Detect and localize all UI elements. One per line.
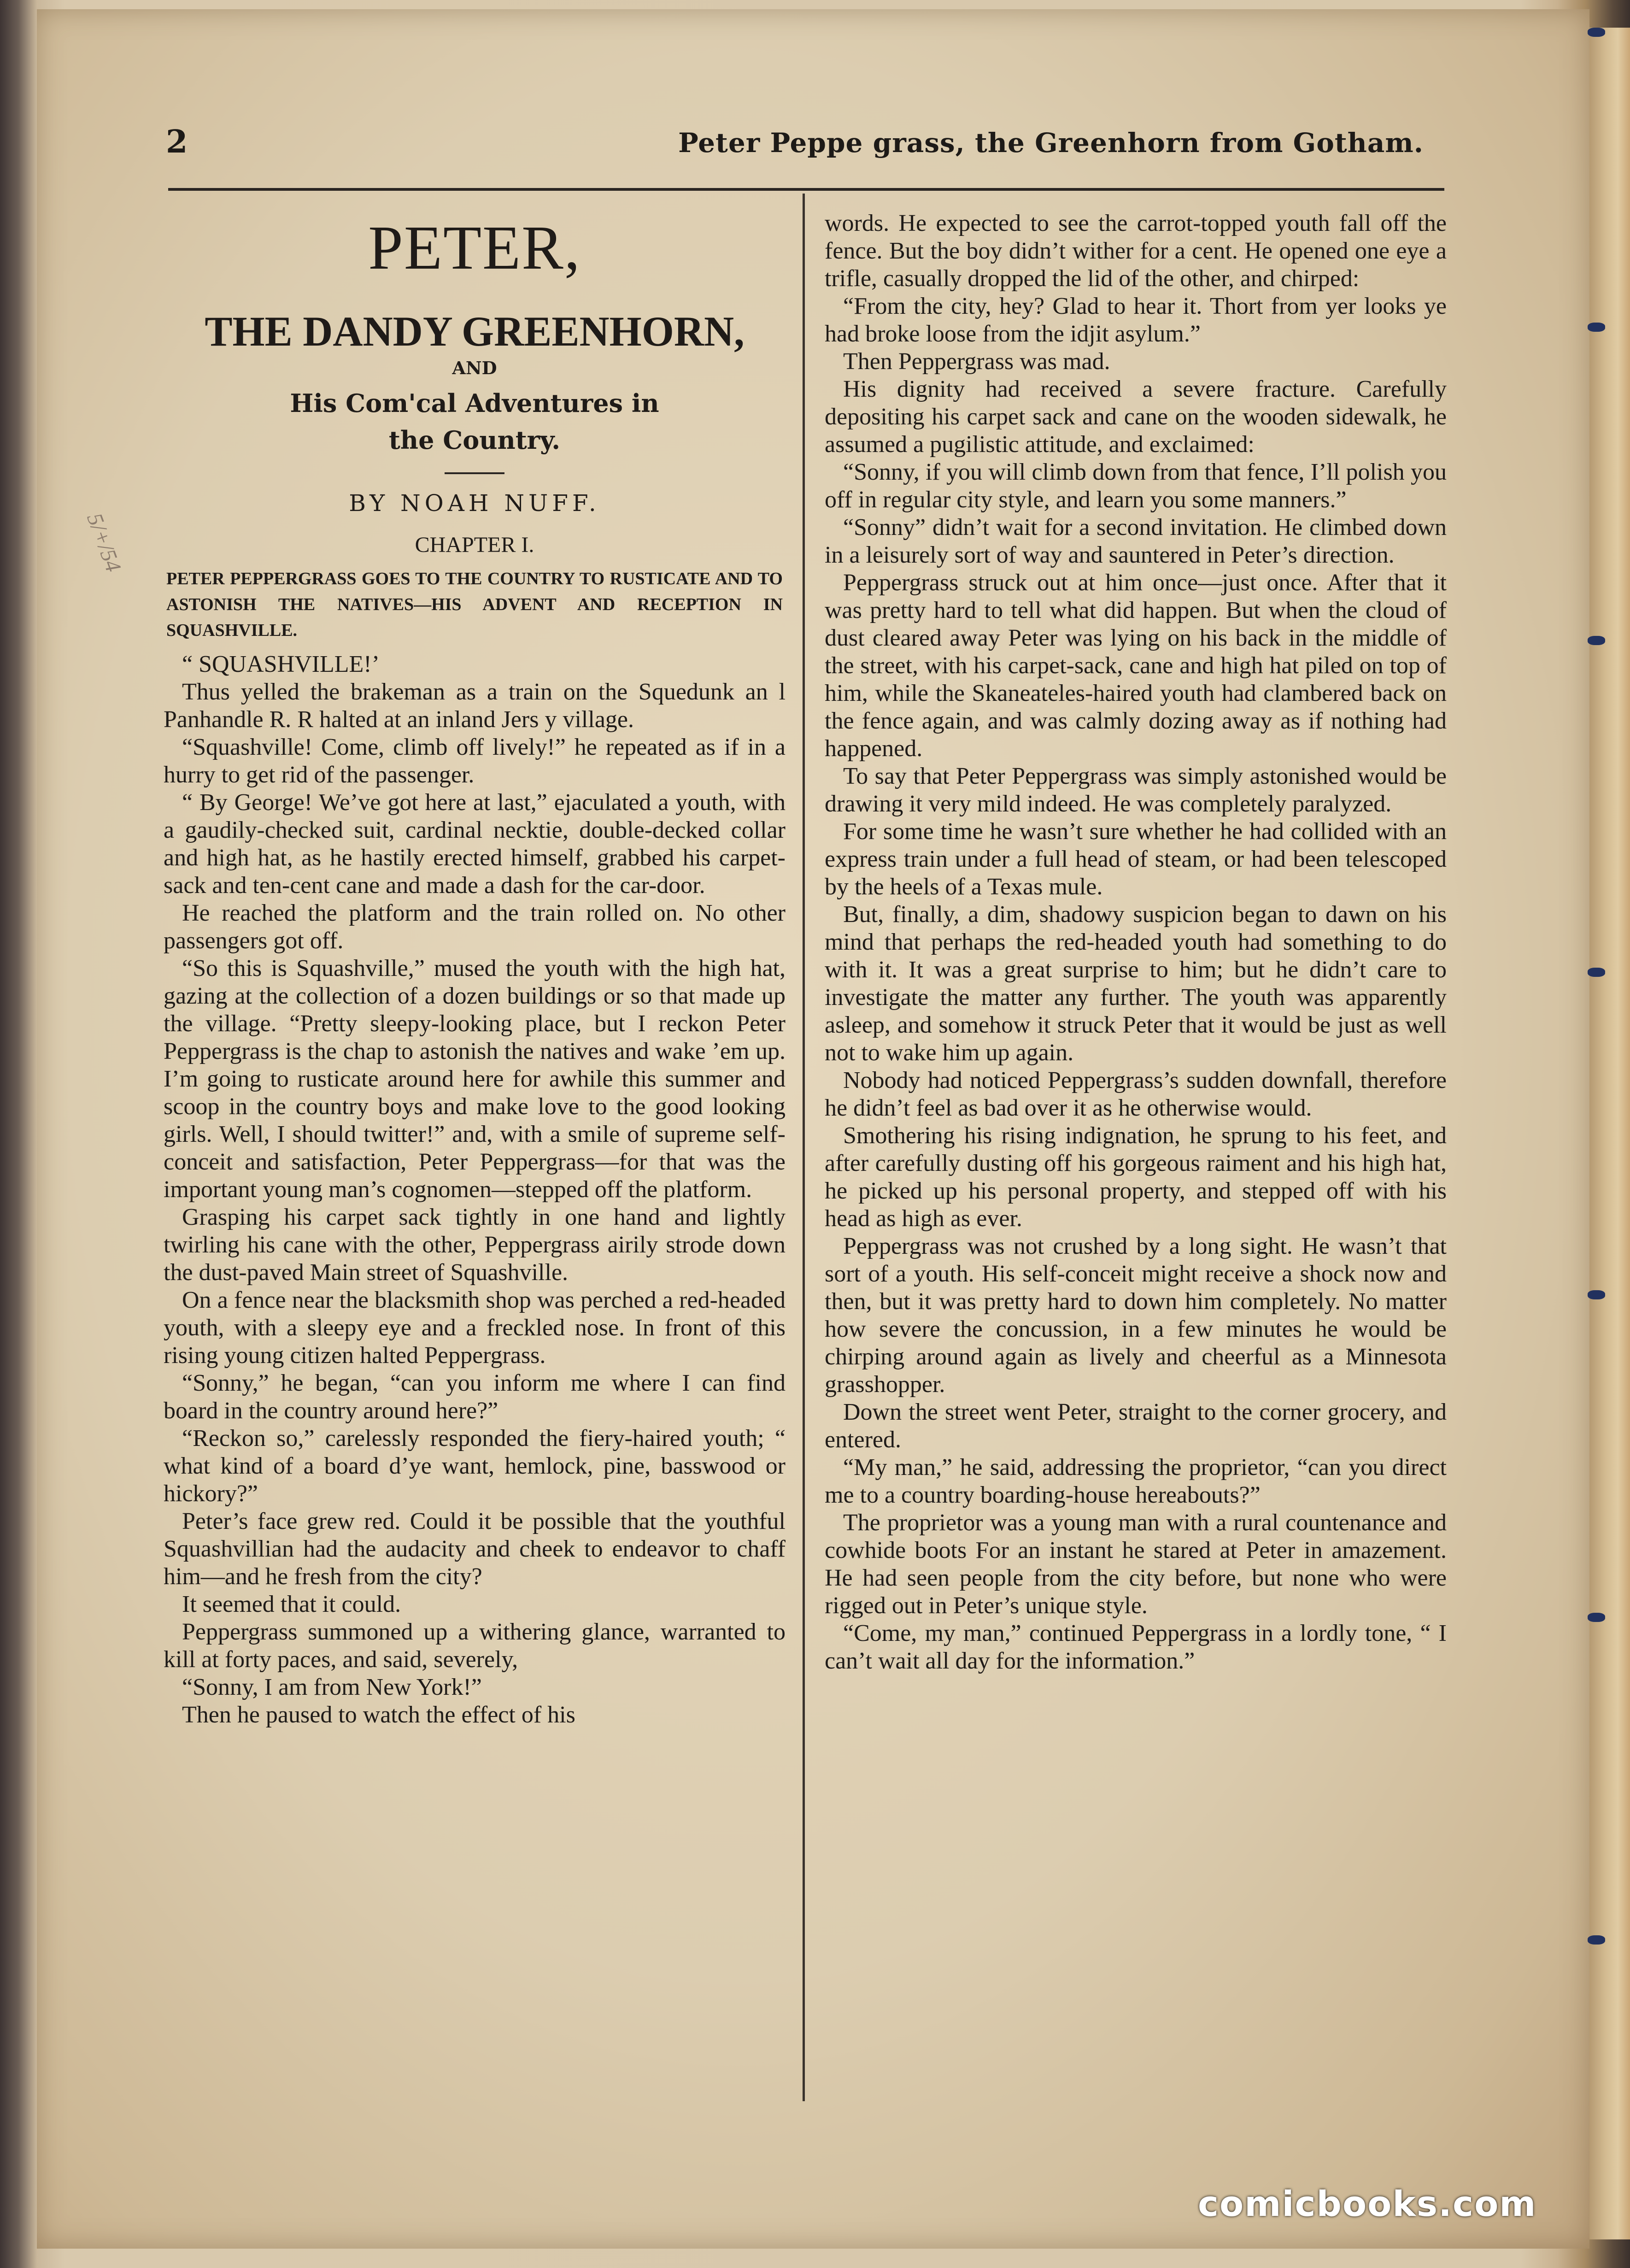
left-body-text	[164, 651, 786, 1729]
column-divider	[803, 194, 805, 2101]
binding-hole	[1588, 1613, 1605, 1622]
paragraph: Nobody had noticed Peppergrass’s sudden downfall, therefore he didn’t feel as bad over it as he otherwise would.	[825, 1067, 1447, 1121]
paragraph: “Come, my man,” continued Peppergrass in a lordly tone, “ I can’t wait all day for the information.”	[825, 1620, 1447, 1674]
paragraph: words. He expected to see the carrot-topped youth fall off the fence. But the boy didn’t wither for a cent. He opened one eye a trifle, casually dropped the lid of the other, and chirped:	[825, 210, 1447, 292]
secondary-title-line2: the Country.	[388, 425, 561, 455]
paragraph: Peppergrass was not crushed by a long sight. He wasn’t that sort of a youth. His self-conceit might receive a shock now and then, but it was pretty hard to down him completely. No matter how severe the concussion, in a few minutes he would be chirping around again as lively and cheerful as a Minnesota grasshopper.	[825, 1233, 1447, 1398]
right-column	[825, 210, 1447, 1675]
paragraph: “Squashville! Come, climb off lively!” he repeated as if in a hurry to get rid of the passenger.	[164, 734, 786, 788]
title-divider	[445, 472, 504, 474]
page-number: 2	[166, 123, 188, 160]
paragraph: “From the city, hey? Glad to hear it. Thort from yer looks ye had broke loose from the idjit asylum.”	[825, 293, 1447, 347]
article-subtitle: THE DANDY GREENHORN,	[205, 308, 745, 355]
chapter-heading: CHAPTER I.	[415, 533, 534, 557]
paragraph: He reached the platform and the train rolled on. No other passengers got off.	[164, 900, 786, 954]
pencil-margin-note: 5/+/54	[82, 510, 126, 576]
paragraph: “Sonny, if you will climb down from that fence, I’ll polish you off in regular city style, and learn you some manners.”	[825, 459, 1447, 513]
paragraph: “ By George! We’ve got here at last,” ejaculated a youth, with a gaudily-checked suit, cardinal necktie, double-decked collar and high hat, as he hastily erected himself, grabbed his carpet-sack and ten-cent cane and made a dash for the car-door.	[164, 789, 786, 899]
paragraph: “So this is Squashville,” mused the youth with the high hat, gazing at the collection of a dozen buildings or so that made up the village. “Pretty sleepy-looking place, but I reckon Peter Peppergrass is the chap to astonish the natives and wake ’em up. I’m going to rusticate around here for awhile this summer and scoop in the country boys and make love to the good looking girls. Well, I should twitter!” and, with a smile of supreme self-conceit and satisfaction, Peter Peppergrass—for that was the important young man’s cognomen—stepped off the platform.	[164, 955, 786, 1203]
header-rule	[168, 188, 1444, 191]
chapter-synopsis: PETER PEPPERGRASS GOES TO THE COUNTRY TO RUSTICATE AND TO ASTONISH THE NATIVES—HIS ADVENT AND RECEPTION IN SQUASHVILLE.	[166, 569, 783, 640]
paragraph: To say that Peter Peppergrass was simply astonished would be drawing it very mild indeed. He was completely paralyzed.	[825, 763, 1447, 817]
binding-hole	[1588, 323, 1605, 332]
and-word: AND	[452, 358, 497, 378]
binding-hole	[1588, 636, 1605, 645]
paragraph: Down the street went Peter, straight to the corner grocery, and entered.	[825, 1399, 1447, 1453]
binding-hole	[1588, 28, 1605, 37]
paragraph: “ SQUASHVILLE!’	[182, 651, 380, 677]
article-title: PETER,	[368, 213, 581, 282]
paragraph: “Sonny” didn’t wait for a second invitation. He climbed down in a leisurely sort of way and sauntered in Peter’s direction.	[825, 514, 1447, 568]
paragraph: Peppergrass summoned up a withering glance, warranted to kill at forty paces, and said, severely,	[164, 1619, 786, 1673]
paragraph: Grasping his carpet sack tightly in one hand and lightly twirling his cane with the other, Peppergrass airily strode down the dust-paved Main street of Squashville.	[164, 1204, 786, 1286]
paragraph: On a fence near the blacksmith shop was perched a red-headed youth, with a sleepy eye and a freckled nose. In front of this rising young citizen halted Peppergrass.	[164, 1287, 786, 1369]
paragraph: Peter’s face grew red. Could it be possible that the youthful Squashvillian had the audacity and cheek to endeavor to chaff him—and he fresh from the city?	[164, 1508, 786, 1590]
binding-hole	[1588, 1290, 1605, 1299]
secondary-title-line1: His Com'cal Adventures in	[290, 388, 659, 418]
paragraph: Smothering his rising indignation, he sprung to his feet, and after carefully dusting off his gorgeous raiment and his high hat, he picked up his personal property, and stepped off with his head as high as ever.	[825, 1122, 1447, 1232]
paragraph: Then he paused to watch the effect of his	[182, 1702, 575, 1728]
next-page-edge	[1589, 28, 1630, 2239]
paragraph: But, finally, a dim, shadowy suspicion began to dawn on his mind that perhaps the red-headed youth had something to do with it. It was a great surprise to him; but he didn’t care to investigate the matter any further. The youth was apparently asleep, and somehow it struck Peter that it would be just as well not to wake him up again.	[825, 901, 1447, 1066]
paragraph: “Sonny,” he began, “can you inform me where I can find board in the country around here?”	[164, 1370, 786, 1424]
paragraph: For some time he wasn’t sure whether he had collided with an express train under a full head of steam, or had been telescoped by the heels of a Texas mule.	[825, 818, 1447, 900]
paragraph: “Sonny, I am from New York!”	[182, 1674, 482, 1700]
paragraph: His dignity had received a severe fracture. Carefully depositing his carpet sack and cane on the wooden sidewalk, he assumed a pugilistic attitude, and exclaimed:	[825, 376, 1447, 458]
paragraph: Thus yelled the brakeman as a train on the Squedunk an l Panhandle R. R halted at an inland Jers y village.	[164, 679, 786, 733]
paragraph: It seemed that it could.	[182, 1591, 401, 1617]
left-column	[164, 203, 786, 1729]
paragraph: “Reckon so,” carelessly responded the fiery-haired youth; “ what kind of a board d’ye want, hemlock, pine, basswood or hickory?”	[164, 1425, 786, 1507]
byline: BY NOAH NUFF.	[349, 490, 600, 517]
right-body-text	[825, 210, 1447, 1675]
paragraph: Then Peppergrass was mad.	[843, 348, 1110, 375]
binding-hole	[1588, 1935, 1605, 1945]
site-watermark: comicbooks.com	[1198, 2183, 1537, 2224]
paragraph: Peppergrass struck out at him once—just once. After that it was pretty hard to tell what did happen. But when the cloud of dust cleared away Peter was lying on his back in the middle of the street, with his carpet-sack, cane and high hat piled on top of him, while the Skaneateles-haired youth had clambered back on the fence again, and was calmly dozing away as if nothing had happened.	[825, 570, 1447, 762]
binding-hole	[1588, 968, 1605, 977]
running-title: Peter Peppe grass, the Greenhorn from Gotham.	[678, 127, 1424, 159]
page-header	[166, 123, 1442, 165]
paragraph: The proprietor was a young man with a rural countenance and cowhide boots For an instant he stared at Peter in amazement. He had seen people from the city before, but none who were rigged out in Peter’s unique style.	[825, 1510, 1447, 1619]
paragraph: “My man,” he said, addressing the proprietor, “can you direct me to a country boarding-house hereabouts?”	[825, 1454, 1447, 1508]
